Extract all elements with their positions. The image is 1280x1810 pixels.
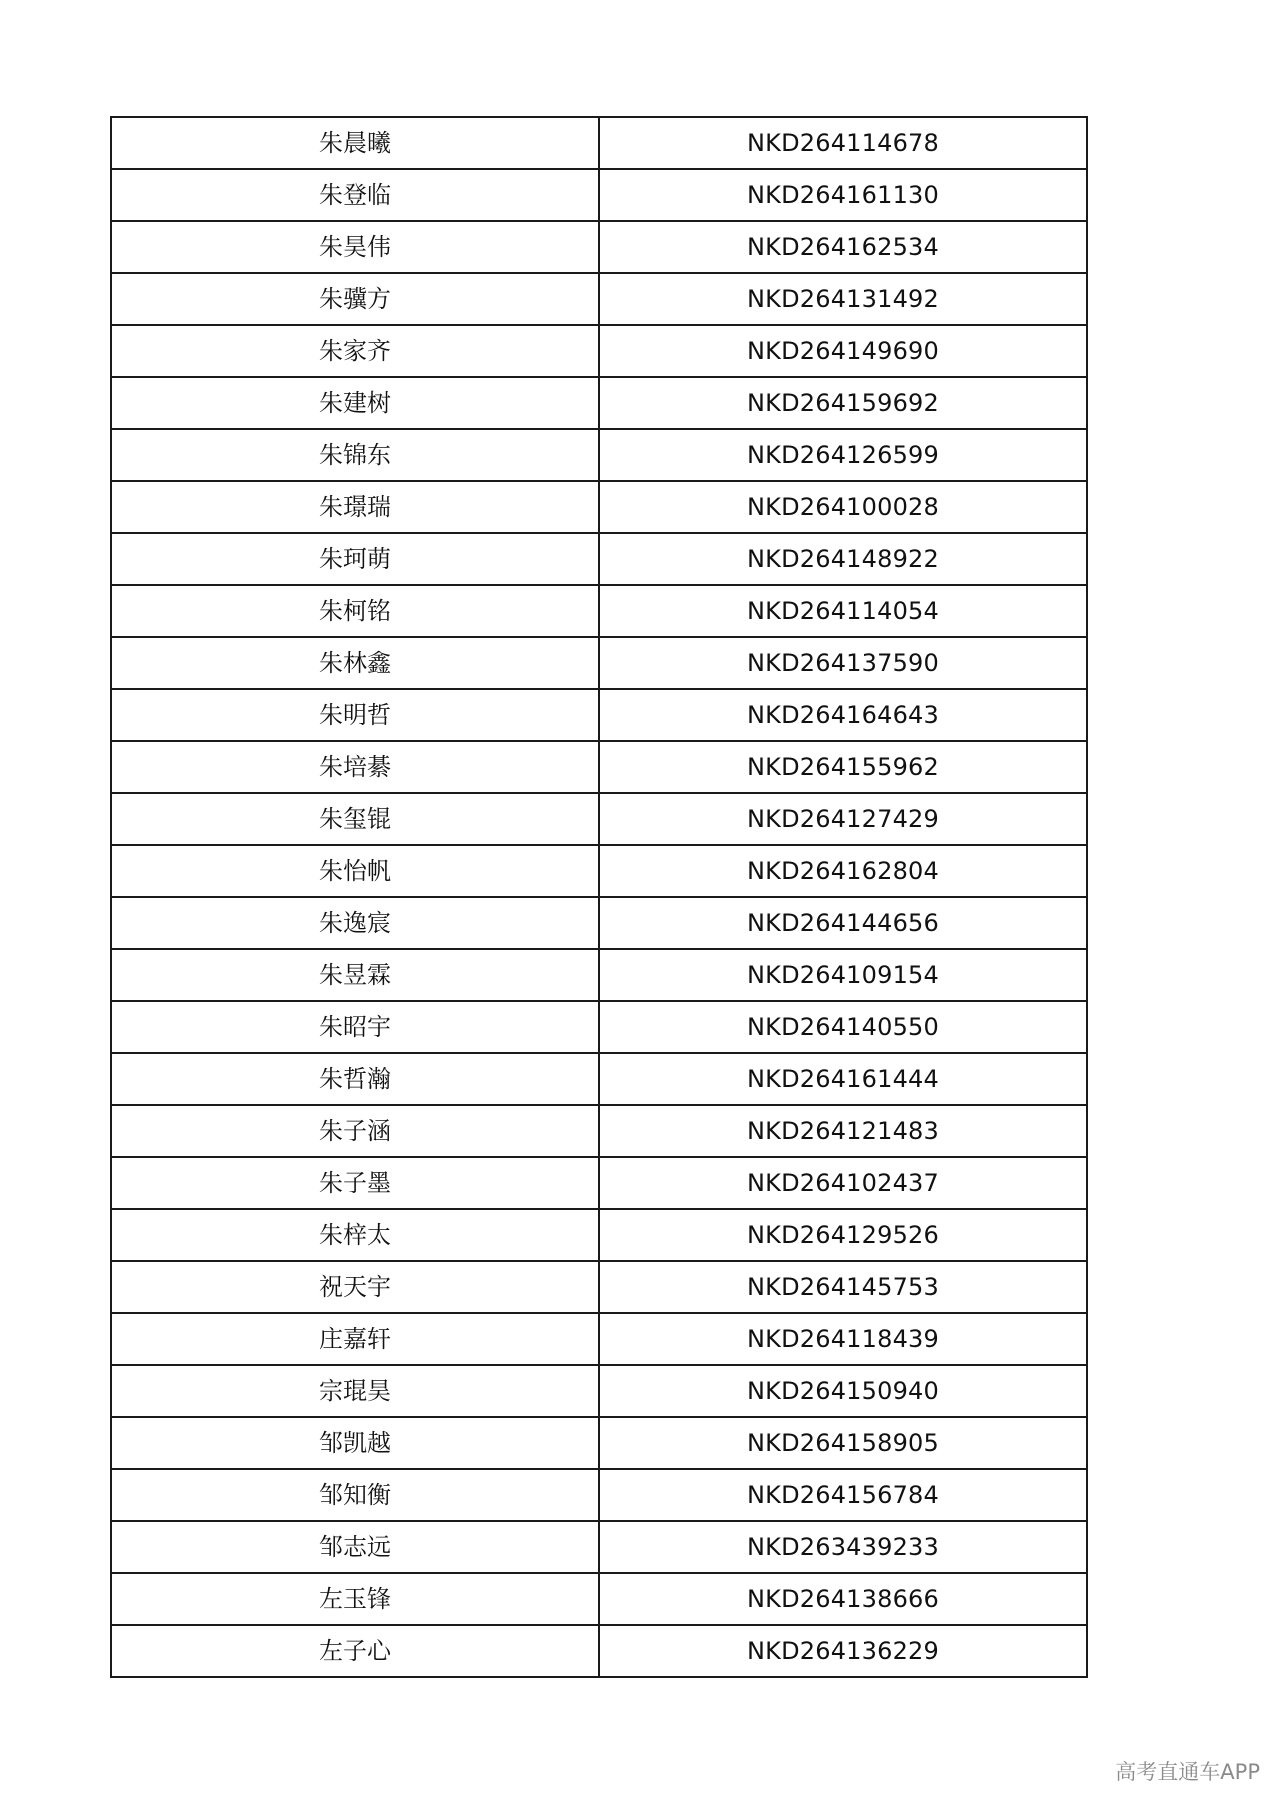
table-row xyxy=(111,273,1087,325)
student-name-cell: 朱梓太 xyxy=(111,1209,599,1261)
table-row xyxy=(111,689,1087,741)
table-row xyxy=(111,1469,1087,1521)
student-name-cell: 朱怡帆 xyxy=(111,845,599,897)
table-row xyxy=(111,117,1087,169)
student-name-cell: 邹知衡 xyxy=(111,1469,599,1521)
exam-id-cell: NKD264162804 xyxy=(599,845,1087,897)
student-name-cell: 朱逸宸 xyxy=(111,897,599,949)
exam-id-cell: NKD264131492 xyxy=(599,273,1087,325)
table-row xyxy=(111,1105,1087,1157)
student-name-cell: 邹志远 xyxy=(111,1521,599,1573)
exam-id-cell: NKD264102437 xyxy=(599,1157,1087,1209)
student-name-cell: 朱玺锟 xyxy=(111,793,599,845)
student-name-cell: 朱明哲 xyxy=(111,689,599,741)
table-row xyxy=(111,1365,1087,1417)
student-name-cell: 祝天宇 xyxy=(111,1261,599,1313)
exam-id-cell: NKD264161444 xyxy=(599,1053,1087,1105)
table-row xyxy=(111,481,1087,533)
exam-id-cell: NKD264114054 xyxy=(599,585,1087,637)
exam-id-cell: NKD264140550 xyxy=(599,1001,1087,1053)
table-row xyxy=(111,637,1087,689)
exam-id-cell: NKD263439233 xyxy=(599,1521,1087,1573)
table-row xyxy=(111,845,1087,897)
exam-id-cell: NKD264148922 xyxy=(599,533,1087,585)
table-row xyxy=(111,169,1087,221)
exam-id-cell: NKD264164643 xyxy=(599,689,1087,741)
table-row xyxy=(111,949,1087,1001)
student-name-cell: 邹凯越 xyxy=(111,1417,599,1469)
student-name-cell: 朱子涵 xyxy=(111,1105,599,1157)
exam-id-cell: NKD264144656 xyxy=(599,897,1087,949)
table-row xyxy=(111,533,1087,585)
table-row xyxy=(111,1053,1087,1105)
table-row xyxy=(111,1521,1087,1573)
student-name-cell: 朱晨曦 xyxy=(111,117,599,169)
exam-id-cell: NKD264158905 xyxy=(599,1417,1087,1469)
student-name-cell: 朱林鑫 xyxy=(111,637,599,689)
table-row xyxy=(111,1625,1087,1677)
table-row xyxy=(111,897,1087,949)
table-row xyxy=(111,221,1087,273)
exam-id-cell: NKD264161130 xyxy=(599,169,1087,221)
roster-table xyxy=(110,116,1088,1678)
table-row xyxy=(111,377,1087,429)
exam-id-cell: NKD264118439 xyxy=(599,1313,1087,1365)
student-name-cell: 朱家齐 xyxy=(111,325,599,377)
table-row xyxy=(111,585,1087,637)
table-row xyxy=(111,1417,1087,1469)
student-name-cell: 朱建树 xyxy=(111,377,599,429)
student-name-cell: 左子心 xyxy=(111,1625,599,1677)
exam-id-cell: NKD264159692 xyxy=(599,377,1087,429)
student-name-cell: 朱培綦 xyxy=(111,741,599,793)
exam-id-cell: NKD264162534 xyxy=(599,221,1087,273)
table-row xyxy=(111,741,1087,793)
student-name-cell: 庄嘉轩 xyxy=(111,1313,599,1365)
exam-id-cell: NKD264138666 xyxy=(599,1573,1087,1625)
exam-id-cell: NKD264121483 xyxy=(599,1105,1087,1157)
exam-id-cell: NKD264137590 xyxy=(599,637,1087,689)
student-name-cell: 朱柯铭 xyxy=(111,585,599,637)
student-name-cell: 朱哲瀚 xyxy=(111,1053,599,1105)
exam-id-cell: NKD264100028 xyxy=(599,481,1087,533)
student-name-cell: 朱锦东 xyxy=(111,429,599,481)
student-name-cell: 朱昊伟 xyxy=(111,221,599,273)
table-row xyxy=(111,429,1087,481)
roster-table-body xyxy=(111,117,1087,1677)
table-row xyxy=(111,1157,1087,1209)
exam-id-cell: NKD264109154 xyxy=(599,949,1087,1001)
student-name-cell: 左玉锋 xyxy=(111,1573,599,1625)
exam-id-cell: NKD264114678 xyxy=(599,117,1087,169)
exam-id-cell: NKD264129526 xyxy=(599,1209,1087,1261)
student-name-cell: 宗琨昊 xyxy=(111,1365,599,1417)
table-row xyxy=(111,325,1087,377)
exam-id-cell: NKD264155962 xyxy=(599,741,1087,793)
exam-id-cell: NKD264127429 xyxy=(599,793,1087,845)
exam-id-cell: NKD264149690 xyxy=(599,325,1087,377)
exam-id-cell: NKD264136229 xyxy=(599,1625,1087,1677)
table-row xyxy=(111,1209,1087,1261)
student-name-cell: 朱昱霖 xyxy=(111,949,599,1001)
student-name-cell: 朱璟瑞 xyxy=(111,481,599,533)
student-name-cell: 朱骥方 xyxy=(111,273,599,325)
exam-id-cell: NKD264150940 xyxy=(599,1365,1087,1417)
table-row xyxy=(111,1573,1087,1625)
exam-id-cell: NKD264156784 xyxy=(599,1469,1087,1521)
student-name-cell: 朱昭宇 xyxy=(111,1001,599,1053)
student-name-cell: 朱子墨 xyxy=(111,1157,599,1209)
table-row xyxy=(111,1313,1087,1365)
table-row xyxy=(111,1001,1087,1053)
watermark-text: 高考直通车APP xyxy=(1115,1760,1260,1784)
exam-id-cell: NKD264145753 xyxy=(599,1261,1087,1313)
exam-id-cell: NKD264126599 xyxy=(599,429,1087,481)
table-row xyxy=(111,1261,1087,1313)
student-name-cell: 朱珂萌 xyxy=(111,533,599,585)
student-name-cell: 朱登临 xyxy=(111,169,599,221)
table-row xyxy=(111,793,1087,845)
